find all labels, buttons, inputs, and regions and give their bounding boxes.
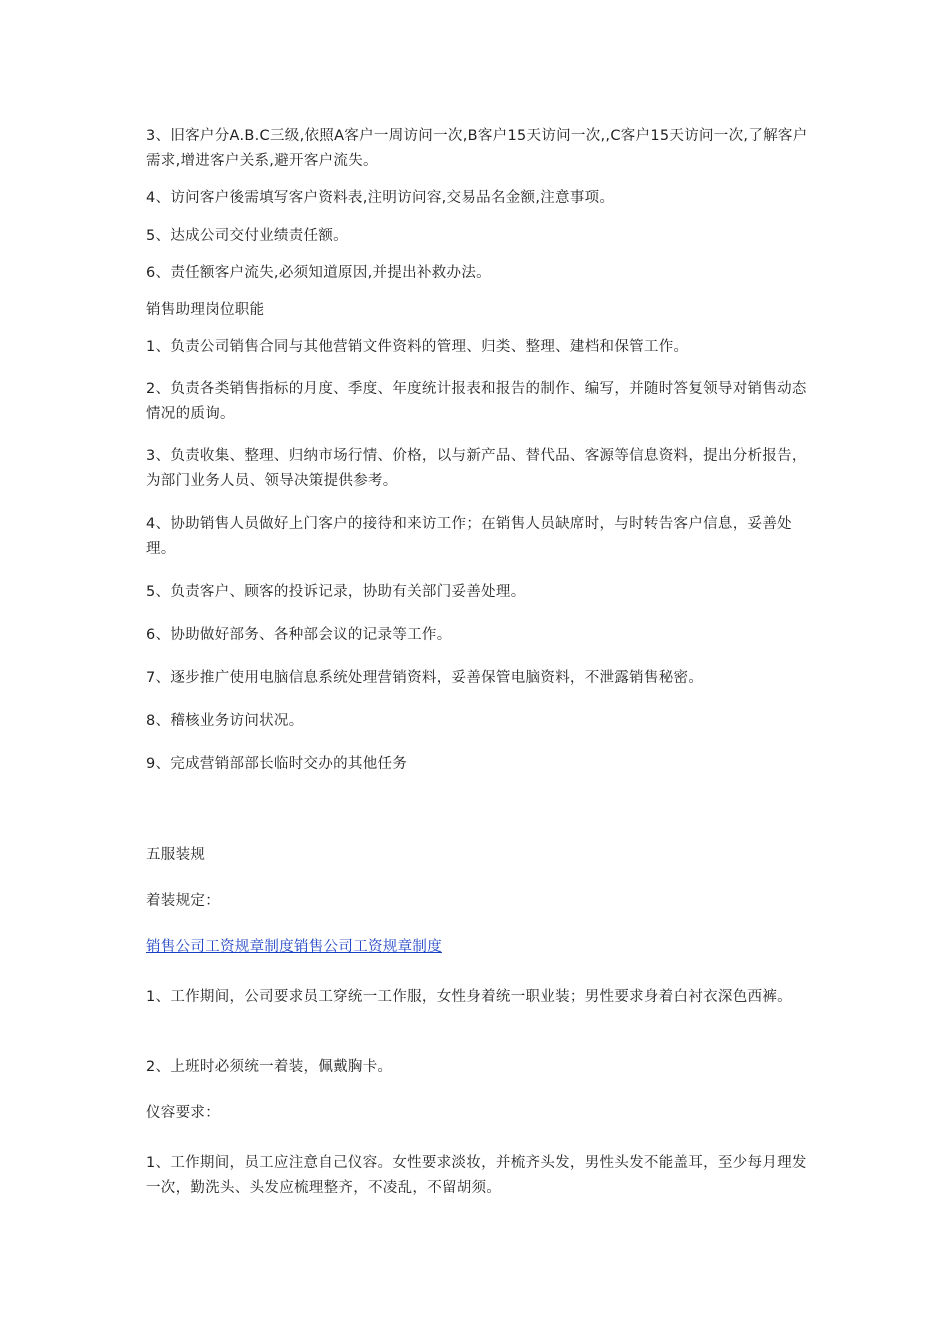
paragraph-sales-reports: 2、负责各类销售指标的月度、季度、年度统计报表和报告的制作、编写，并随时答复领导对销售动态情况的质询。 [146, 381, 807, 422]
paragraph-contract-management: 1、负责公司销售合同与其他营销文件资料的管理、归类、整理、建档和保管工作。 [146, 339, 689, 355]
paragraph-meeting-records: 6、协助做好部务、各种部会议的记录等工作。 [146, 627, 452, 643]
paragraph-other-tasks: 9、完成营销部部长临时交办的其他任务 [146, 756, 408, 772]
paragraph-old-customer-levels: 3、旧客户分A.B.C三级,依照A客户一周访问一次,B客户15天访问一次,,C客户15天访问一次,了解客户需求,增进客户关系,避开客户流失。 [146, 128, 808, 169]
paragraph-uniform: 1、工作期间，公司要求员工穿统一工作服，女性身着统一职业装；男性要求身着白衬衣深色西裤。 [146, 989, 792, 1005]
paragraph-customer-reception: 4、协助销售人员做好上门客户的接待和来访工作；在销售人员缺席时，与时转告客户信息，妥善处理。 [146, 516, 792, 557]
paragraph-market-info: 3、负责收集、整理、归纳市场行情、价格，以与新产品、替代品、客源等信息资料，提出分析报告，为部门业务人员、领导决策提供参考。 [146, 448, 807, 489]
paragraph-complaints: 5、负责客户、顾客的投诉记录，协助有关部门妥善处理。 [146, 584, 526, 600]
paragraph-achieve-quota: 5、达成公司交付业绩责任额。 [146, 228, 348, 244]
paragraph-audit-visits: 8、稽核业务访问状况。 [146, 713, 304, 729]
subheading-attire-rules: 着装规定： [146, 893, 220, 909]
subheading-appearance: 仪容要求： [146, 1105, 220, 1121]
paragraph-computer-system: 7、逐步推广使用电脑信息系统处理营销资料，妥善保管电脑资料，不泄露销售秘密。 [146, 670, 704, 686]
section-heading-dress-code: 五服装规 [146, 847, 206, 863]
section-heading-sales-assistant: 销售助理岗位职能 [146, 302, 265, 318]
paragraph-grooming: 1、工作期间，员工应注意自己仪容。女性要求淡妆，并梳齐头发，男性头发不能盖耳，至少每月理发一次，勤洗头、头发应梳理整齐，不凌乱，不留胡须。 [146, 1155, 807, 1196]
paragraph-badge: 2、上班时必须统一着装，佩戴胸卡。 [146, 1059, 393, 1075]
salary-regulation-link[interactable]: 销售公司工资规章制度销售公司工资规章制度 [146, 939, 442, 955]
paragraph-customer-loss: 6、责任额客户流失,必须知道原因,并提出补救办法。 [146, 265, 491, 281]
paragraph-visit-record: 4、访问客户後需填写客户资料表,注明访问容,交易品名金额,注意事项。 [146, 190, 615, 206]
